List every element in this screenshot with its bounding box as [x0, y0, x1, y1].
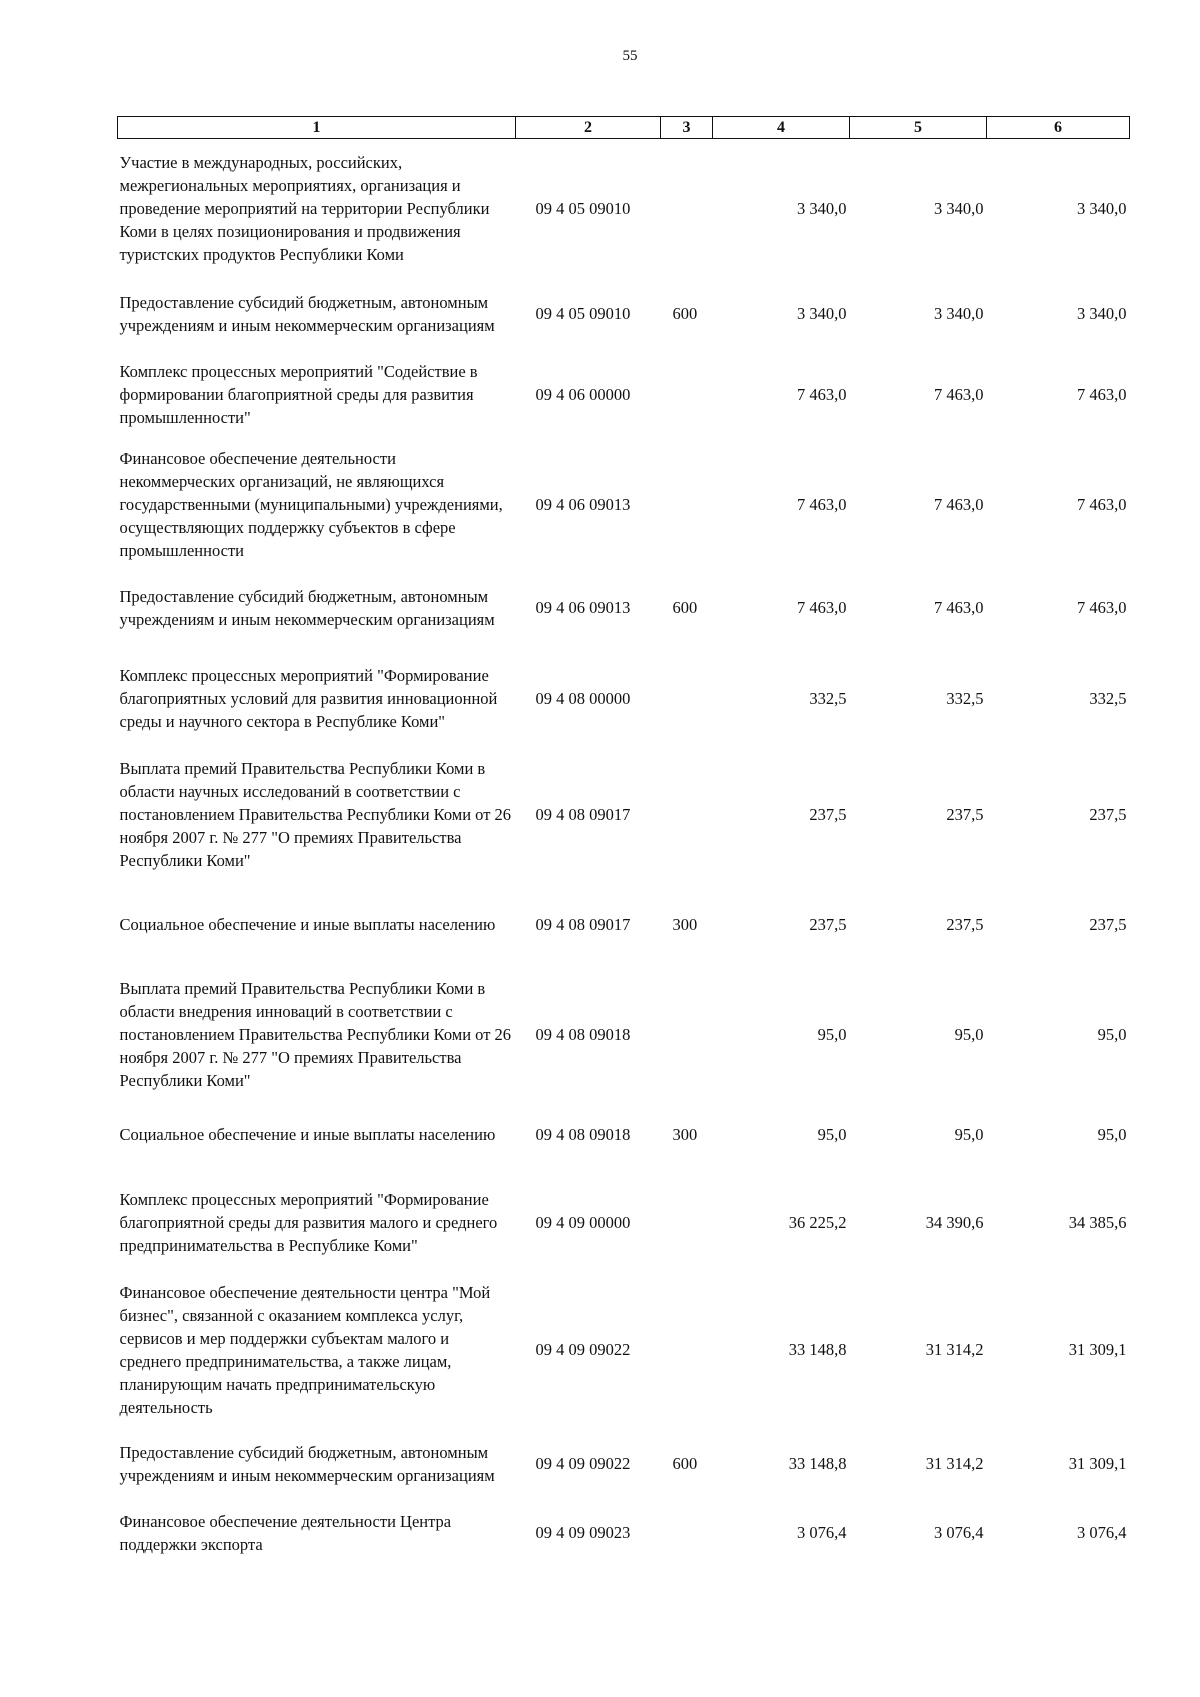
- col-header-2: 2: [516, 117, 661, 139]
- row-value-col4-cell: 33 148,8: [788, 1454, 847, 1473]
- row-code-cell: 09 4 09 09022: [535, 1340, 631, 1359]
- table-row: [118, 647, 1130, 751]
- header-row: [118, 117, 1130, 139]
- row-value-col4-cell: 332,5: [809, 689, 847, 708]
- row-name-cell: Комплекс процессных мероприятий "Формирование благоприятной среды для развития малого и среднего предпринимательства в Республике Коми": [119, 1190, 498, 1255]
- row-value-col6-cell: 332,5: [1089, 689, 1127, 708]
- row-name-cell: Предоставление субсидий бюджетным, автономным учреждениям и иным некоммерческим организациям: [119, 292, 495, 335]
- col-header-6: 6: [987, 117, 1130, 139]
- row-value-col5-cell: 95,0: [954, 1125, 984, 1144]
- row-code-cell: 09 4 05 09010: [535, 199, 631, 219]
- row-value-col6-cell: 34 385,6: [1068, 1213, 1127, 1232]
- table-row: [118, 1099, 1130, 1171]
- budget-table: [117, 116, 1130, 1563]
- row-code-cell: 09 4 06 00000: [535, 385, 631, 404]
- row-type-cell: [661, 349, 713, 441]
- row-value-col5-cell: 3 340,0: [934, 304, 984, 323]
- table-body: [118, 139, 1130, 1563]
- row-name-cell: Участие в международных, российских, межрегиональных мероприятиях, организация и проведение мероприятий на территории Республики Коми в целях позиционирования и продвижения туристских продуктов Республики Коми: [119, 153, 490, 265]
- row-value-col5-cell: 7 463,0: [934, 598, 984, 617]
- col-header-4: 4: [713, 117, 850, 139]
- row-value-col5-cell: 332,5: [946, 689, 984, 708]
- row-code-cell: 09 4 08 09018: [535, 1125, 631, 1144]
- row-value-col6-cell: 237,5: [1089, 805, 1127, 824]
- row-value-col4-cell: 36 225,2: [788, 1213, 847, 1232]
- row-value-col5-cell: 7 463,0: [934, 495, 984, 514]
- row-type-cell: [661, 1503, 713, 1563]
- table-row: [118, 279, 1130, 349]
- row-value-col5-cell: 34 390,6: [925, 1213, 984, 1232]
- col-header-3: 3: [661, 117, 713, 139]
- table-row: [118, 139, 1130, 279]
- table-row: [118, 1425, 1130, 1503]
- row-code-cell: 09 4 05 09010: [535, 304, 631, 323]
- row-code-cell: 09 4 08 09017: [535, 915, 631, 934]
- table-row: [118, 441, 1130, 569]
- row-type-cell: [661, 441, 713, 569]
- row-type-cell: 600: [672, 598, 698, 617]
- row-type-cell: 600: [672, 304, 698, 323]
- table-row: [118, 751, 1130, 879]
- row-value-col4-cell: 237,5: [809, 915, 847, 934]
- row-name-cell: Выплата премий Правительства Республики Коми в области научных исследований в соответствии с постановлением Правительства Республики Коми от 26 ноября 2007 г. № 277 "О премиях Правительства Республики Коми": [119, 759, 512, 870]
- row-value-col4-cell: 3 076,4: [797, 1523, 847, 1542]
- row-value-col4-cell: 3 340,0: [797, 199, 847, 219]
- row-value-col6-cell: 3 340,0: [1077, 304, 1127, 323]
- row-type-cell: [661, 971, 713, 1099]
- row-code-cell: 09 4 08 00000: [535, 689, 631, 708]
- row-type-cell: [661, 1275, 713, 1425]
- row-value-col6-cell: 3 076,4: [1077, 1523, 1127, 1542]
- row-value-col6-cell: 237,5: [1089, 915, 1127, 934]
- row-type-cell: [661, 647, 713, 751]
- row-value-col6-cell: 31 309,1: [1068, 1454, 1127, 1473]
- table-row: [118, 1503, 1130, 1563]
- row-name-cell: Предоставление субсидий бюджетным, автономным учреждениям и иным некоммерческим организациям: [119, 586, 495, 629]
- row-value-col4-cell: 33 148,8: [788, 1340, 847, 1359]
- row-type-cell: [661, 1171, 713, 1275]
- row-code-cell: 09 4 06 09013: [535, 598, 631, 617]
- row-value-col5-cell: 237,5: [946, 915, 984, 934]
- table-row: [118, 971, 1130, 1099]
- table-row: [118, 1171, 1130, 1275]
- col-header-5: 5: [850, 117, 987, 139]
- row-type-cell: 300: [672, 915, 698, 934]
- row-value-col6-cell: 7 463,0: [1077, 598, 1127, 617]
- row-code-cell: 09 4 09 09023: [535, 1523, 631, 1542]
- row-value-col4-cell: 95,0: [817, 1025, 847, 1044]
- row-value-col5-cell: 3 076,4: [934, 1523, 984, 1542]
- row-type-cell: 600: [672, 1454, 698, 1473]
- row-value-col6-cell: 3 340,0: [1077, 199, 1127, 219]
- row-value-col4-cell: 3 340,0: [797, 304, 847, 323]
- row-name-cell: Социальное обеспечение и иные выплаты населению: [119, 915, 496, 934]
- row-type-cell: 300: [672, 1125, 698, 1144]
- row-value-col4-cell: 95,0: [817, 1125, 847, 1144]
- row-value-col5-cell: 237,5: [946, 805, 984, 824]
- table-row: [118, 879, 1130, 971]
- row-code-cell: 09 4 06 09013: [535, 495, 631, 514]
- col-header-1: 1: [118, 117, 516, 139]
- row-value-col5-cell: 31 314,2: [925, 1454, 984, 1473]
- row-type-cell: [661, 751, 713, 879]
- table-row: [118, 1275, 1130, 1425]
- row-value-col5-cell: 7 463,0: [934, 385, 984, 404]
- row-value-col4-cell: 7 463,0: [797, 598, 847, 617]
- table-row: [118, 569, 1130, 647]
- row-value-col4-cell: 237,5: [809, 805, 847, 824]
- row-code-cell: 09 4 09 09022: [535, 1454, 631, 1473]
- row-value-col5-cell: 3 340,0: [934, 199, 984, 219]
- page-number: 55: [622, 48, 638, 64]
- row-name-cell: Финансовое обеспечение деятельности центра "Мой бизнес", связанной с оказанием комплекса услуг, сервисов и мер поддержки субъектам малого и среднего предпринимательства, а также лицам, планирующим начать предпринимательскую деятельность: [119, 1282, 491, 1417]
- row-name-cell: Комплекс процессных мероприятий "Содействие в формировании благоприятной среды для развития промышленности": [119, 362, 478, 427]
- row-value-col4-cell: 7 463,0: [797, 385, 847, 404]
- row-name-cell: Предоставление субсидий бюджетным, автономным учреждениям и иным некоммерческим организациям: [119, 1442, 495, 1485]
- row-type-cell: [661, 139, 713, 279]
- row-value-col5-cell: 31 314,2: [925, 1340, 984, 1359]
- row-value-col4-cell: 7 463,0: [797, 495, 847, 514]
- row-value-col6-cell: 7 463,0: [1077, 385, 1127, 404]
- row-value-col6-cell: 7 463,0: [1077, 495, 1127, 514]
- row-code-cell: 09 4 09 00000: [535, 1213, 631, 1232]
- row-value-col6-cell: 95,0: [1097, 1125, 1127, 1144]
- row-value-col5-cell: 95,0: [954, 1025, 984, 1044]
- row-value-col6-cell: 31 309,1: [1068, 1340, 1127, 1359]
- row-name-cell: Финансовое обеспечение деятельности Центра поддержки экспорта: [119, 1511, 452, 1554]
- row-value-col6-cell: 95,0: [1097, 1025, 1127, 1044]
- table-row: [118, 349, 1130, 441]
- row-name-cell: Социальное обеспечение и иные выплаты населению: [119, 1125, 496, 1144]
- row-code-cell: 09 4 08 09017: [535, 805, 631, 824]
- row-name-cell: Выплата премий Правительства Республики Коми в области внедрения инноваций в соответствии с постановлением Правительства Республики Коми от 26 ноября 2007 г. № 277 "О премиях Правительства Республики Коми": [119, 979, 512, 1090]
- row-code-cell: 09 4 08 09018: [535, 1025, 631, 1044]
- row-name-cell: Комплекс процессных мероприятий "Формирование благоприятных условий для развития инновационной среды и научного сектора в Республике Коми": [119, 666, 498, 731]
- row-name-cell: Финансовое обеспечение деятельности некоммерческих организаций, не являющихся государственными (муниципальными) учреждениями, осуществляющих поддержку субъектов в сфере промышленности: [119, 449, 503, 560]
